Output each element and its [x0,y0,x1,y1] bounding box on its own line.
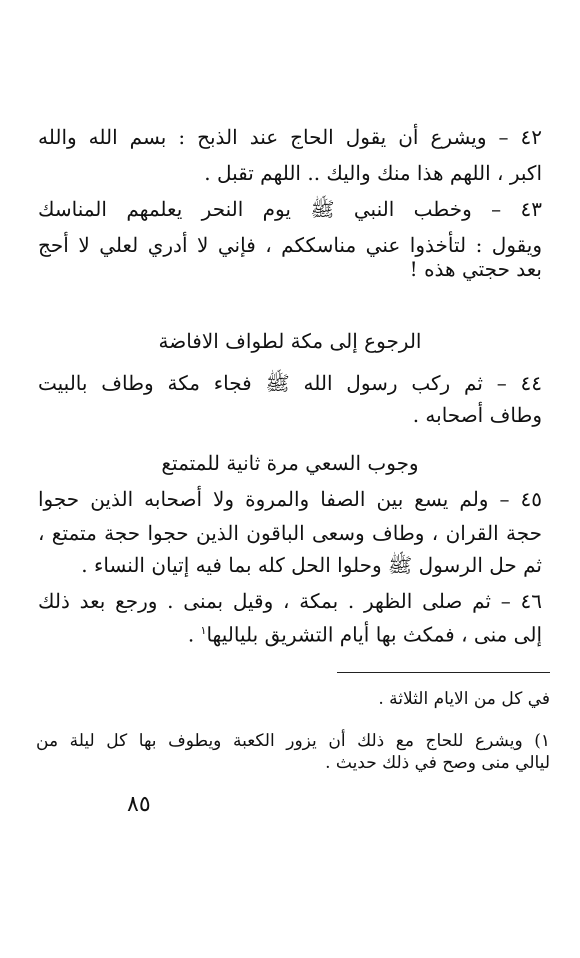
paragraph-43-line-1: ٤٣ – وخطب النبي ﷺ يوم النحر يعلمهم المناسك [38,197,542,221]
paragraph-43-line-2: ويقول : لتأخذوا عني مناسككم ، فإني لا أدري لعلي لا أحج [38,233,542,257]
paragraph-46-line-2 [38,618,542,648]
footnote-separator [337,672,550,673]
paragraph-46-line-1: ٤٦ – ثم صلى الظهر . بمكة ، وقيل بمنى . ورجع بعد ذلك [38,589,542,613]
footnote-reference: ١ [200,624,207,637]
paragraph-45-line-1: ٤٥ – ولم يسع بين الصفا والمروة ولا أصحابه الذين حجوا [38,487,542,511]
paragraph-44-line-2: وطاف أصحابه . [412,403,542,427]
footnote-1-line-1: ١) ويشرع للحاج مع ذلك أن يزور الكعبة ويطوف بها كل ليلة من [36,731,550,751]
paragraph-42-line-1: ٤٢ – ويشرع أن يقول الحاج عند الذبح : بسم الله والله [38,125,542,149]
footnote-1-line-2: ليالي منى وصح في ذلك حديث . [325,753,550,773]
footnote-continuation: في كل من الايام الثلاثة . [378,689,550,709]
paragraph-42-line-2: اكبر ، اللهم هذا منك واليك .. اللهم تقبل . [204,161,542,185]
paragraph-46-line-2-end: . [187,622,201,647]
paragraph-45-line-3: ثم حل الرسول ﷺ وحلوا الحل كله بما فيه إتيان النساء . [81,553,542,577]
paragraph-46-line-2-text: إلى منى ، فمكث بها أيام التشريق بلياليها [206,622,542,647]
paragraph-44-line-1: ٤٤ – ثم ركب رسول الله ﷺ فجاء مكة وطاف بالبيت [38,371,542,395]
section-heading-tawaf-ifada: الرجوع إلى مكة لطواف الافاضة [158,329,422,353]
page-number: ٨٥ [127,792,151,817]
section-heading-sai-mutamatti: وجوب السعي مرة ثانية للمتمتع [161,451,419,475]
paragraph-45-line-2: حجة القران ، وطاف وسعى الباقون الذين حجوا حجة متمتع ، [38,521,542,545]
paragraph-43-line-3: بعد حجتي هذه ! [409,257,542,281]
